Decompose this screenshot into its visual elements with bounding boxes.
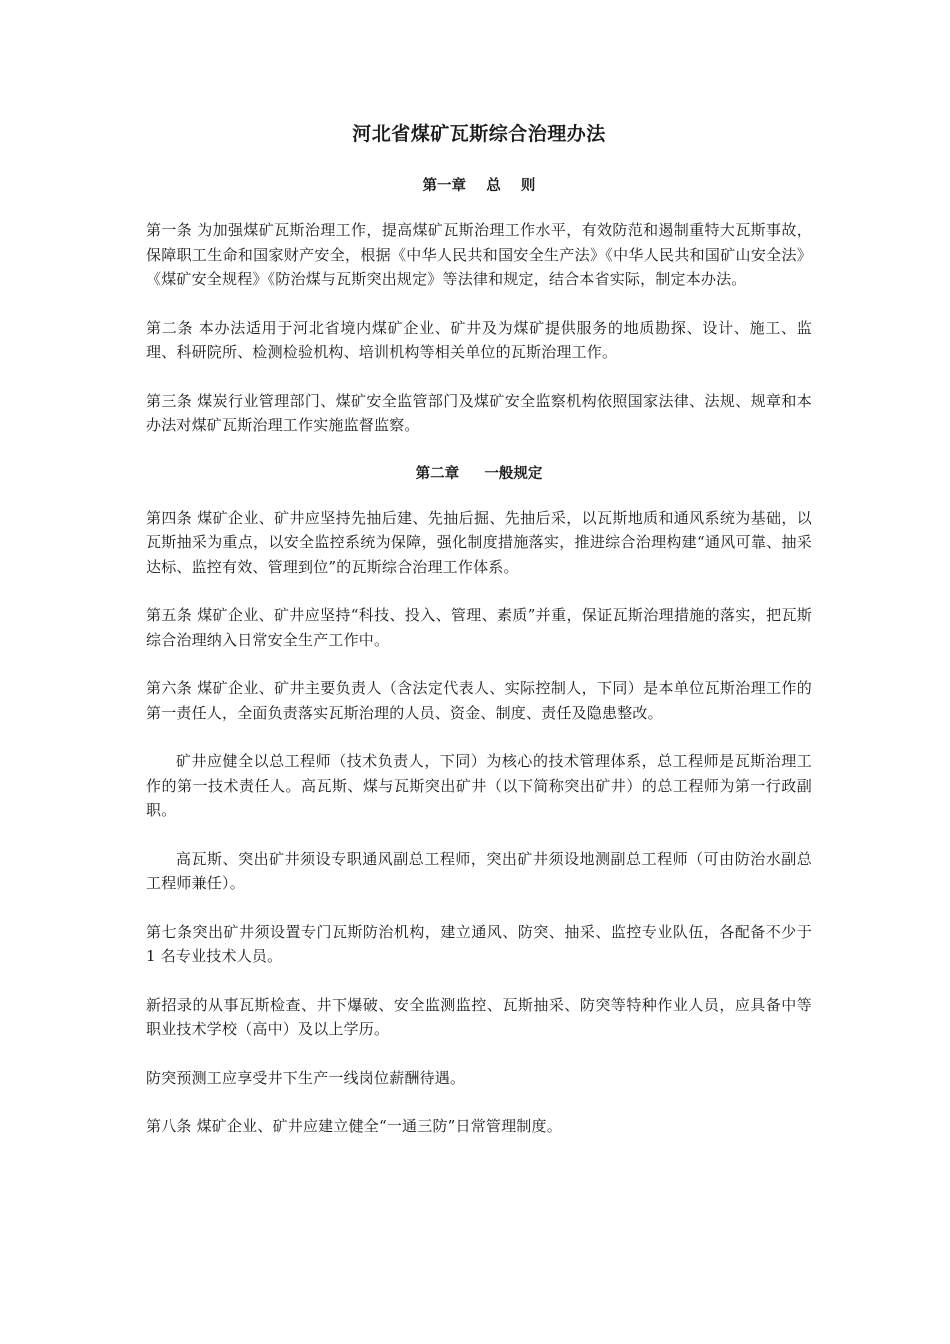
article-1: 第一条 为加强煤矿瓦斯治理工作，提高煤矿瓦斯治理工作水平，有效防范和遏制重特大瓦斯事故，保障职工生命和国家财产安全，根据《中华人民共和国安全生产法》《中华人民共和国矿山安全法》《煤矿安全规程》《防治煤与瓦斯突出规定》等法律和规定，结合本省实际，制定本办法。 bbox=[146, 221, 812, 288]
article-5: 第五条 煤矿企业、矿井应坚持“科技、投入、管理、素质”并重，保证瓦斯治理措施的落实，把瓦斯综合治理纳入日常安全生产工作中。 bbox=[146, 606, 812, 649]
document-body bbox=[146, 120, 812, 1163]
article-7: 第七条突出矿井须设置专门瓦斯防治机构，建立通风、防突、抽采、监控专业队伍，各配备不少于 1 名专业技术人员。 bbox=[146, 922, 812, 965]
article-2: 第二条 本办法适用于河北省境内煤矿企业、矿井及为煤矿提供服务的地质勘探、设计、施工、监理、科研院所、检测检验机构、培训机构等相关单位的瓦斯治理工作。 bbox=[146, 318, 812, 361]
chapter-heading-1: 第一章 总 则 bbox=[422, 178, 536, 194]
article-4: 第四条 煤矿企业、矿井应坚持先抽后建、先抽后掘、先抽后采，以瓦斯地质和通风系统为基础，以瓦斯抽采为重点，以安全监控系统为保障，强化制度措施落实，推进综合治理构建“通风可靠、抽采达标、监控有效、管理到位”的瓦斯综合治理工作体系。 bbox=[146, 508, 812, 576]
article-6-paragraph-3: 高瓦斯、突出矿井须设专职通风副总工程师，突出矿井须设地测副总工程师（可由防治水副总工程师兼任）。 bbox=[146, 849, 812, 892]
article-6: 第六条 煤矿企业、矿井主要负责人（含法定代表人、实际控制人，下同）是本单位瓦斯治理工作的第一责任人，全面负责落实瓦斯治理的人员、资金、制度、责任及隐患整改。 bbox=[146, 679, 812, 722]
article-3: 第三条 煤炭行业管理部门、煤矿安全监管部门及煤矿安全监察机构依照国家法律、法规、规章和本办法对煤矿瓦斯治理工作实施监督监察。 bbox=[146, 391, 812, 434]
article-6-paragraph-2: 矿井应健全以总工程师（技术负责人，下同）为核心的技术管理体系，总工程师是瓦斯治理工作的第一技术责任人。高瓦斯、煤与瓦斯突出矿井（以下简称突出矿井）的总工程师为第一行政副职。 bbox=[146, 752, 812, 819]
article-7-paragraph-2: 新招录的从事瓦斯检查、井下爆破、安全监测监控、瓦斯抽采、防突等特种作业人员，应具备中等职业技术学校（高中）及以上学历。 bbox=[146, 995, 812, 1038]
document-title: 河北省煤矿瓦斯综合治理办法 bbox=[352, 123, 606, 145]
chapter-heading-2: 第二章 一般规定 bbox=[415, 465, 543, 482]
article-7-paragraph-3: 防突预测工应享受井下生产一线岗位薪酬待遇。 bbox=[146, 1068, 466, 1087]
article-8: 第八条 煤矿企业、矿井应建立健全“一通三防”日常管理制度。 bbox=[146, 1117, 562, 1135]
